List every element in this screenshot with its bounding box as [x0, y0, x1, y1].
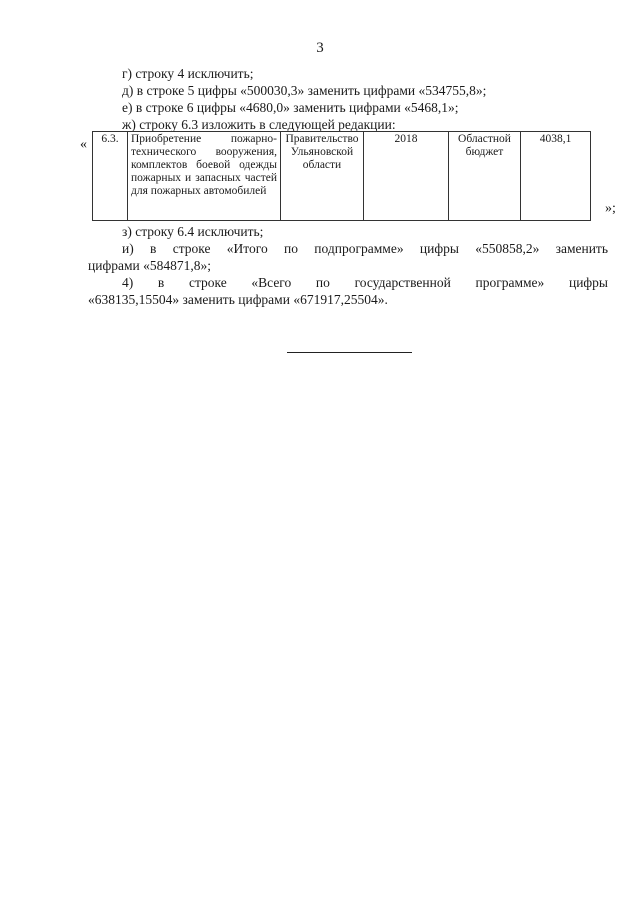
item-e: е) в строке 6 цифры «4680,0» заменить цифрами «5468,1»;: [122, 100, 459, 115]
item-i-line-1: и) в строке «Итого по подпрограмме» цифры «550858,2» заменить: [122, 241, 608, 256]
item-g: г) строку 4 исключить;: [122, 66, 254, 81]
row-description-cell: Приобретение пожарно-технического вооружения, комплектов боевой одежды пожарных и запасных частей для пожарных автомобилей: [128, 132, 281, 221]
point-4-line-2: «638135,15504» заменить цифрами «671917,25504».: [88, 292, 388, 307]
table-row: [92, 131, 591, 221]
item-i-line-2: цифрами «584871,8»;: [88, 258, 211, 273]
item-zh: ж) строку 6.3 изложить в следующей редакции:: [122, 117, 396, 132]
row-year-cell: 2018: [364, 132, 449, 221]
item-d: д) в строке 5 цифры «500030,3» заменить цифрами «534755,8»;: [122, 83, 487, 98]
item-z: з) строку 6.4 исключить;: [122, 224, 264, 239]
row-executor-cell: Правительство Ульяновской области: [281, 132, 364, 221]
point-4-line-1: 4) в строке «Всего по государственной программе» цифры: [122, 275, 608, 290]
row-number-cell: 6.3.: [93, 132, 128, 221]
row-amount-cell: 4038,1: [521, 132, 591, 221]
quote-close: »;: [605, 201, 616, 216]
row-source-cell: Областной бюджет: [449, 132, 521, 221]
end-separator-line: [287, 352, 412, 353]
page-number: 3: [316, 40, 324, 56]
quote-open: «: [80, 137, 87, 152]
